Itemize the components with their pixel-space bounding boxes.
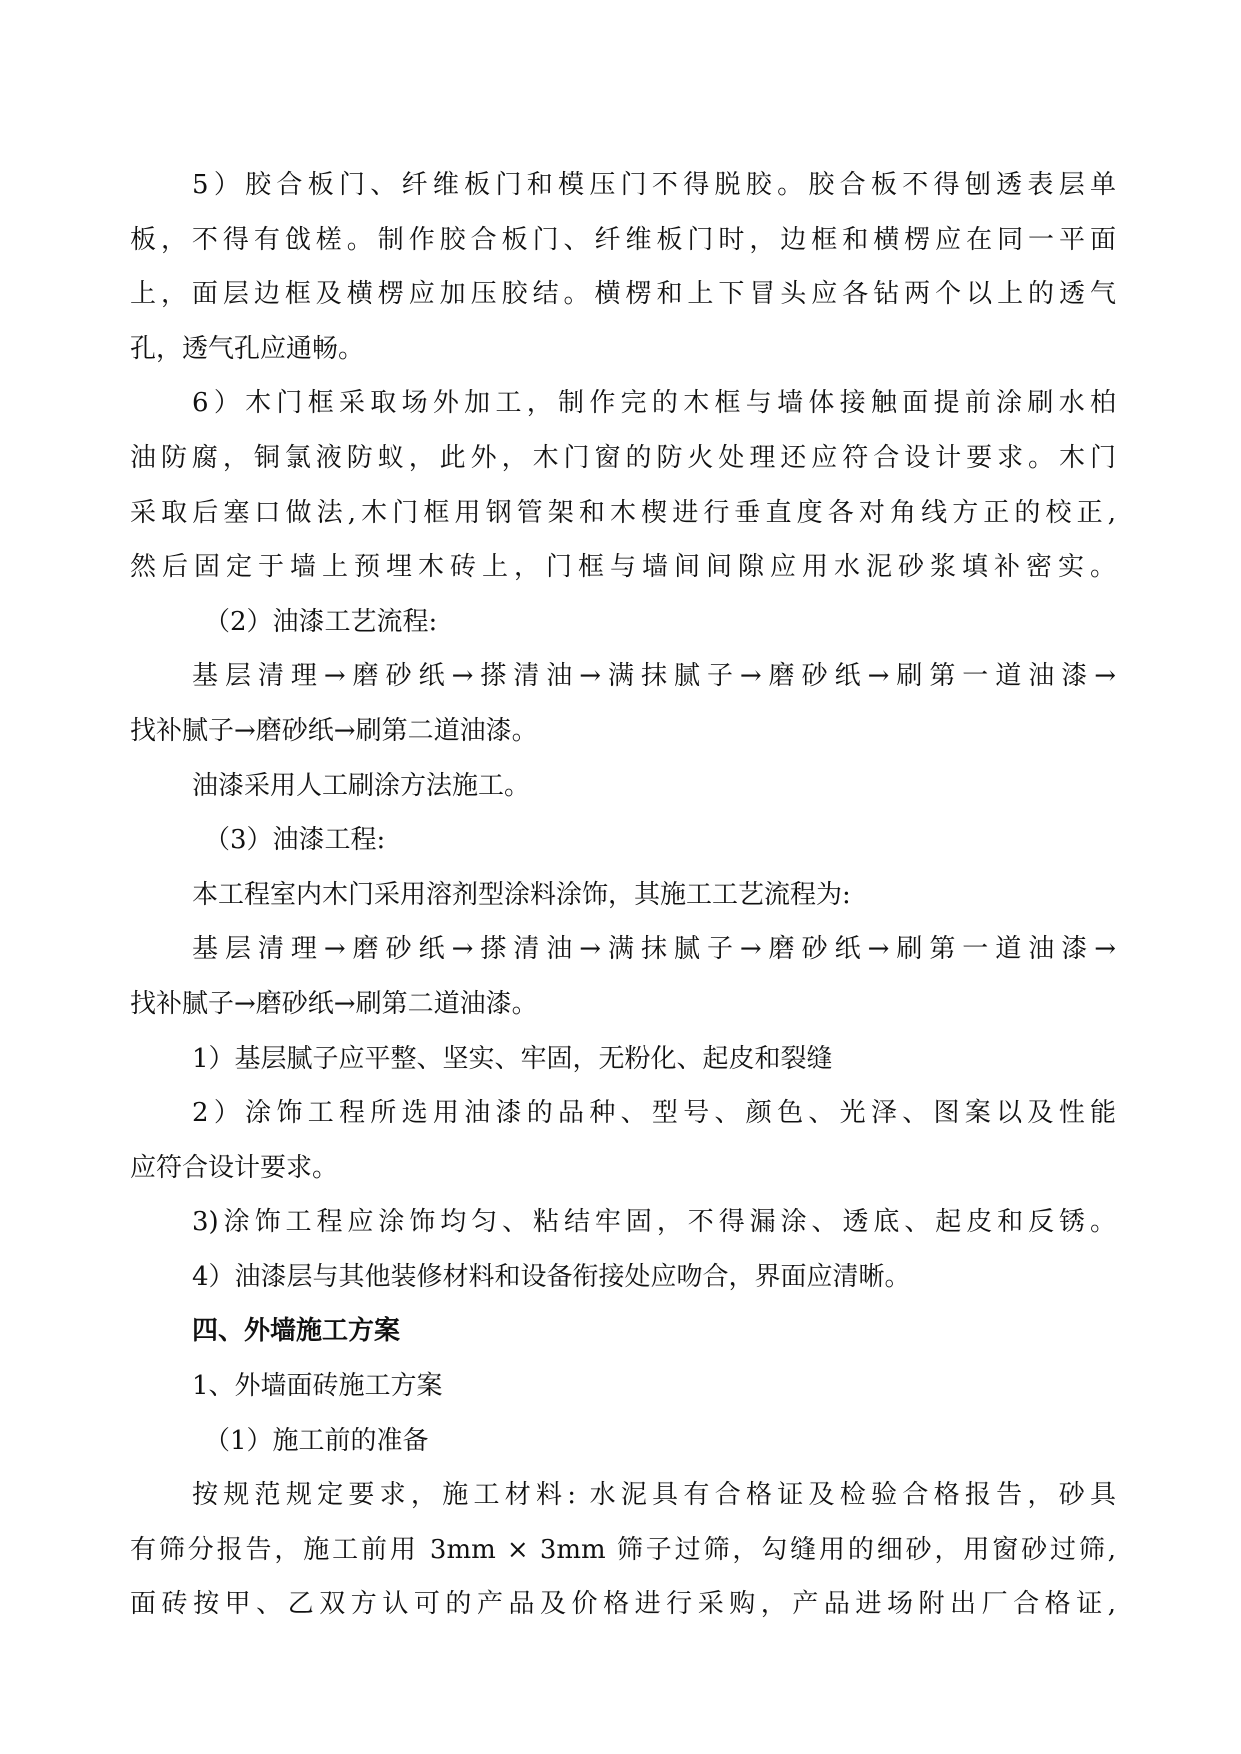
subheading: （2）油漆工艺流程: [204, 606, 438, 637]
text-line: 基层清理→磨砂纸→搽清油→满抹腻子→磨砂纸→刷第一道油漆→ [192, 661, 1116, 692]
text-line: 5）胶合板门、纤维板门和模压门不得脱胶。胶合板不得刨透表层单 [192, 170, 1116, 200]
text-line: 按规范规定要求，施工材料: 水泥具有合格证及检验合格报告，砂具 [192, 1480, 1116, 1511]
text-line: 有筛分报告，施工前用 3mm × 3mm 筛子过筛，勾缝用的细砂，用窗砂过筛, [130, 1534, 1116, 1565]
list-item: 4）油漆层与其他装修材料和设备衔接处应吻合，界面应清晰。 [192, 1261, 911, 1292]
text-line: 然后固定于墙上预埋木砖上，门框与墙间间隙应用水泥砂浆填补密实。 [130, 552, 1116, 583]
text-line: 上，面层边框及横楞应加压胶结。横楞和上下冒头应各钻两个以上的透气 [130, 279, 1116, 310]
text-line: 本工程室内木门采用溶剂型涂料涂饰，其施工工艺流程为: [192, 879, 851, 910]
list-item: 3)涂饰工程应涂饰均匀、粘结牢固，不得漏涂、透底、起皮和反锈。 [192, 1207, 1116, 1238]
subsection-heading: 1、外墙面砖施工方案 [192, 1371, 443, 1402]
subheading: （1）施工前的准备 [204, 1425, 429, 1456]
text-line: 面砖按甲、乙双方认可的产品及价格进行采购，产品进场附出厂合格证, [130, 1589, 1116, 1620]
text-line: 基层清理→磨砂纸→搽清油→满抹腻子→磨砂纸→刷第一道油漆→ [192, 934, 1116, 965]
text-line: 采取后塞口做法,木门框用钢管架和木楔进行垂直度各对角线方正的校正, [130, 497, 1116, 528]
text-line: 6）木门框采取场外加工，制作完的木框与墙体接触面提前涂刷水柏 [192, 388, 1116, 419]
text-line: 油漆采用人工刷涂方法施工。 [192, 770, 531, 801]
body-text [130, 158, 1116, 1632]
text-line: 板，不得有戗槎。制作胶合板门、纤维板门时，边框和横楞应在同一平面 [130, 224, 1116, 255]
text-line: 孔，透气孔应通畅。 [130, 333, 365, 364]
list-item: 1）基层腻子应平整、坚实、牢固，无粉化、起皮和裂缝 [192, 1043, 833, 1074]
section-heading: 四、外墙施工方案 [192, 1316, 401, 1347]
text-line: 找补腻子→磨砂纸→刷第二道油漆。 [130, 715, 538, 746]
text-line: 油防腐，铜氯液防蚁，此外，木门窗的防火处理还应符合设计要求。木门 [130, 442, 1116, 473]
list-item: 2）涂饰工程所选用油漆的品种、型号、颜色、光泽、图案以及性能 [192, 1098, 1116, 1129]
text-line: 应符合设计要求。 [130, 1152, 339, 1183]
subheading: （3）油漆工程: [204, 825, 386, 856]
text-line: 找补腻子→磨砂纸→刷第二道油漆。 [130, 988, 538, 1019]
